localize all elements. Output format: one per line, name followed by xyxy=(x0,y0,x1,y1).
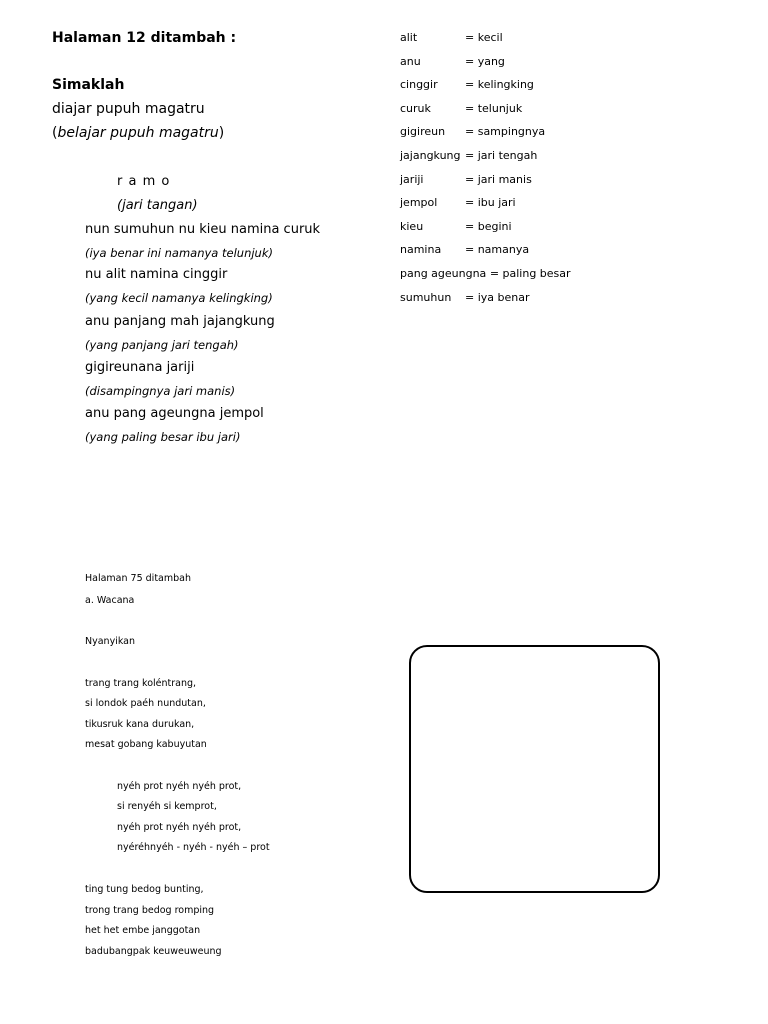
glossary-entry xyxy=(400,267,571,280)
page75-heading: Halaman 75 ditambah xyxy=(85,573,191,584)
stanza2-line: nyéh prot nyéh nyéh prot, xyxy=(117,822,242,833)
poem-title: r a m o xyxy=(117,174,171,189)
glossary-term: gigireun xyxy=(400,125,446,138)
glossary-term: sumuhun xyxy=(400,291,452,304)
section-label: a. Wacana xyxy=(85,595,135,606)
intro-line-translation: (belajar pupuh magatru) xyxy=(52,125,225,141)
glossary-meaning: = kelingking xyxy=(465,78,534,91)
stanza1-line: mesat gobang kabuyutan xyxy=(85,739,207,750)
glossary-term: cinggir xyxy=(400,78,438,91)
image-frame xyxy=(409,645,660,893)
song-title: Nyanyikan xyxy=(85,636,136,647)
intro-line: diajar pupuh magatru xyxy=(52,101,205,117)
stanza2-line: nyéh prot nyéh nyéh prot, xyxy=(117,781,242,792)
stanza3-line: badubangpak keuweuweung xyxy=(85,946,222,957)
glossary-meaning: = sampingnya xyxy=(465,125,546,138)
poem-title-translation: (jari tangan) xyxy=(117,198,198,213)
glossary-term: alit xyxy=(400,31,418,44)
page12-heading: Halaman 12 ditambah : xyxy=(52,30,237,46)
stanza2-line: nyéréhnyéh - nyéh - nyéh – prot xyxy=(117,842,270,853)
intro-translation-text: belajar pupuh magatru xyxy=(57,125,219,141)
glossary-meaning: = kecil xyxy=(465,31,503,44)
glossary-term: pang ageungna xyxy=(400,267,487,280)
verse-line: nu alit namina cinggir xyxy=(85,267,228,282)
verse-line: gigireunana jariji xyxy=(85,360,195,375)
glossary-term: jajangkung xyxy=(400,149,461,162)
verse-line: nun sumuhun nu kieu namina curuk xyxy=(85,222,321,237)
poem-title-translation-text: jari tangan xyxy=(122,198,193,213)
glossary-term: jariji xyxy=(400,173,424,186)
glossary-meaning: = ibu jari xyxy=(465,196,516,209)
glossary-meaning: = namanya xyxy=(465,243,530,256)
glossary-term: jempol xyxy=(400,196,438,209)
glossary-meaning: = paling besar xyxy=(489,267,571,280)
verse-line: anu pang ageungna jempol xyxy=(85,406,264,421)
glossary-term: namina xyxy=(400,243,442,256)
glossary-meaning: = yang xyxy=(465,55,505,68)
stanza3-line: trong trang bedog romping xyxy=(85,905,215,916)
verse-translation: (yang paling besar ibu jari) xyxy=(85,430,241,444)
glossary-term: kieu xyxy=(400,220,424,233)
glossary-term: anu xyxy=(400,55,421,68)
verse-translation: (iya benar ini namanya telunjuk) xyxy=(85,246,273,260)
glossary-meaning: = jari tengah xyxy=(465,149,538,162)
simaklah-label: Simaklah xyxy=(52,77,125,93)
glossary-meaning: = iya benar xyxy=(465,291,530,304)
glossary-term: curuk xyxy=(400,102,431,115)
verse-line: anu panjang mah jajangkung xyxy=(85,314,275,329)
stanza1-line: tikusruk kana durukan, xyxy=(85,719,195,730)
verse-translation: (yang kecil namanya kelingking) xyxy=(85,291,273,305)
stanza1-line: si londok paéh nundutan, xyxy=(85,698,206,709)
glossary-meaning: = begini xyxy=(465,220,512,233)
stanza3-line: het het embe janggotan xyxy=(85,925,201,936)
stanza3-line: ting tung bedog bunting, xyxy=(85,884,204,895)
stanza2-line: si renyéh si kemprot, xyxy=(117,801,217,812)
verse-translation: (disampingnya jari manis) xyxy=(85,384,236,398)
glossary-meaning: = telunjuk xyxy=(465,102,523,115)
glossary xyxy=(400,31,600,311)
glossary-meaning: = jari manis xyxy=(465,173,532,186)
verse-translation: (yang panjang jari tengah) xyxy=(85,338,239,352)
stanza1-line: trang trang koléntrang, xyxy=(85,678,197,689)
